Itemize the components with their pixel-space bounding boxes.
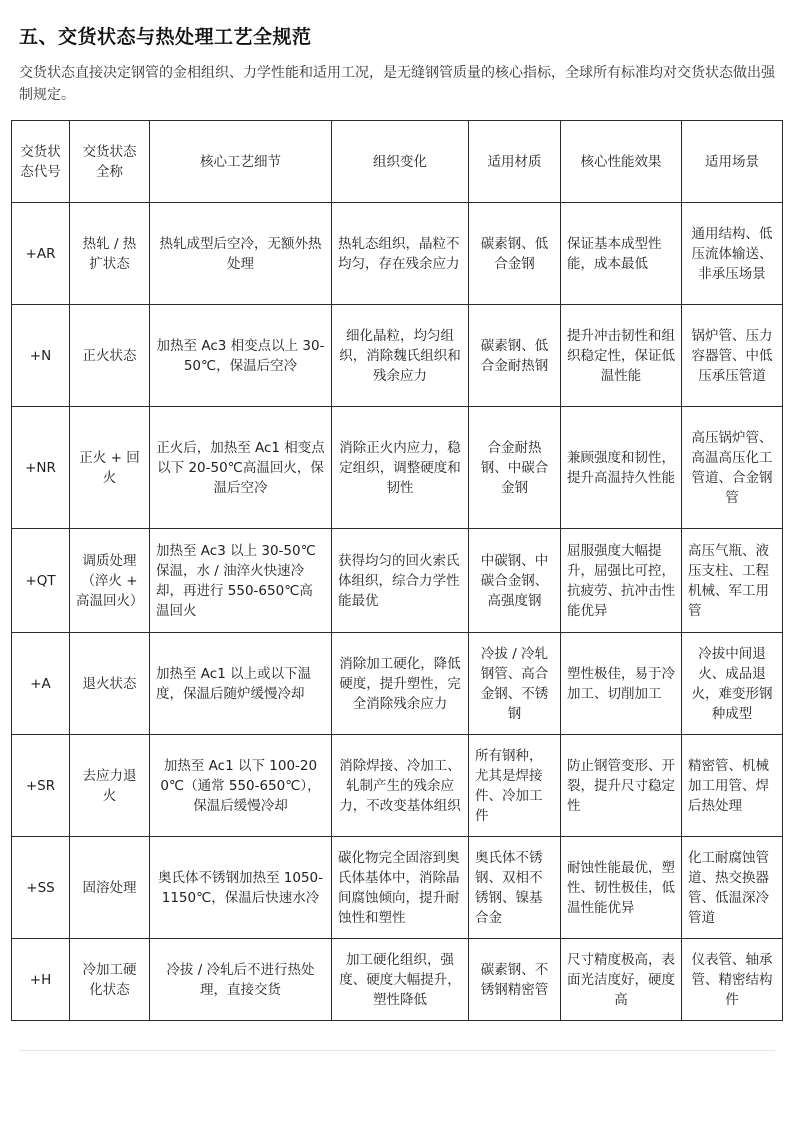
- cell-state-name: 冷加工硬化状态: [70, 939, 150, 1021]
- cell-process-detail: 冷拔 / 冷轧后不进行热处理，直接交货: [150, 939, 332, 1021]
- cell-process-detail: 奥氏体不锈钢加热至 1050-1150℃，保温后快速水冷: [150, 837, 332, 939]
- header-process-detail: 核心工艺细节: [150, 121, 332, 203]
- cell-state-code: +H: [12, 939, 70, 1021]
- cell-structure-change: 热轧态组织，晶粒不均匀，存在残余应力: [332, 203, 469, 305]
- cell-state-name: 固溶处理: [70, 837, 150, 939]
- header-structure-change: 组织变化: [332, 121, 469, 203]
- cell-applications: 高压气瓶、液压支柱、工程机械、军工用管: [682, 529, 783, 633]
- cell-materials: 冷拔 / 冷轧钢管、高合金钢、不锈钢: [469, 633, 561, 735]
- header-applications: 适用场景: [682, 121, 783, 203]
- cell-state-name: 去应力退火: [70, 735, 150, 837]
- cell-materials: 中碳钢、中碳合金钢、高强度钢: [469, 529, 561, 633]
- header-materials: 适用材质: [469, 121, 561, 203]
- cell-performance: 兼顾强度和韧性，提升高温持久性能: [561, 407, 682, 529]
- cell-state-name: 正火 + 回火: [70, 407, 150, 529]
- cell-process-detail: 正火后，加热至 Ac1 相变点以下 20-50℃高温回火，保温后空冷: [150, 407, 332, 529]
- cell-materials: 碳素钢、低合金钢: [469, 203, 561, 305]
- cell-structure-change: 碳化物完全固溶到奥氏体基体中，消除晶间腐蚀倾向，提升耐蚀性和塑性: [332, 837, 469, 939]
- intro-paragraph: 交货状态直接决定钢管的金相组织、力学性能和适用工况，是无缝钢管质量的核心指标，全球所有标准均对交货状态做出强制规定。: [19, 65, 775, 103]
- cell-structure-change: 消除加工硬化，降低硬度，提升塑性，完全消除残余应力: [332, 633, 469, 735]
- cell-process-detail: 加热至 Ac3 相变点以上 30-50℃，保温后空冷: [150, 305, 332, 407]
- cell-process-detail: 加热至 Ac3 以上 30-50℃保温，水 / 油淬火快速冷却，再进行 550-650℃高温回火: [150, 529, 332, 633]
- cell-performance: 尺寸精度极高，表面光洁度好，硬度高: [561, 939, 682, 1021]
- cell-performance: 保证基本成型性能，成本最低: [561, 203, 682, 305]
- cell-performance: 屈服强度大幅提升，屈强比可控，抗疲劳、抗冲击性能优异: [561, 529, 682, 633]
- cell-state-code: +N: [12, 305, 70, 407]
- cell-materials: 碳素钢、不锈钢精密管: [469, 939, 561, 1021]
- cell-applications: 精密管、机械加工用管、焊后热处理: [682, 735, 783, 837]
- cell-state-name: 退火状态: [70, 633, 150, 735]
- cell-performance: 耐蚀性能最优，塑性、韧性极佳，低温性能优异: [561, 837, 682, 939]
- cell-state-code: +AR: [12, 203, 70, 305]
- table-row: [12, 529, 783, 633]
- table-row: [12, 407, 783, 529]
- table-row: [12, 939, 783, 1021]
- cell-materials: 奥氏体不锈钢、双相不锈钢、镍基合金: [469, 837, 561, 939]
- cell-process-detail: 热轧成型后空冷，无额外热处理: [150, 203, 332, 305]
- header-performance: 核心性能效果: [561, 121, 682, 203]
- table-row: [12, 633, 783, 735]
- cell-applications: 锅炉管、压力容器管、中低压承压管道: [682, 305, 783, 407]
- cell-materials: 合金耐热钢、中碳合金钢: [469, 407, 561, 529]
- footer-divider: [19, 1050, 775, 1051]
- cell-structure-change: 消除正火内应力，稳定组织，调整硬度和韧性: [332, 407, 469, 529]
- cell-performance: 塑性极佳，易于冷加工、切削加工: [561, 633, 682, 735]
- cell-state-code: +SS: [12, 837, 70, 939]
- table-header-row: [12, 121, 783, 203]
- table-row: [12, 305, 783, 407]
- cell-state-name: 调质处理（淬火 + 高温回火）: [70, 529, 150, 633]
- header-state-name: 交货状态全称: [70, 121, 150, 203]
- cell-materials: 碳素钢、低合金耐热钢: [469, 305, 561, 407]
- cell-state-code: +NR: [12, 407, 70, 529]
- cell-applications: 冷拔中间退火、成品退火，难变形钢种成型: [682, 633, 783, 735]
- cell-process-detail: 加热至 Ac1 以上或以下温度，保温后随炉缓慢冷却: [150, 633, 332, 735]
- cell-structure-change: 加工硬化组织，强度、硬度大幅提升，塑性降低: [332, 939, 469, 1021]
- cell-structure-change: 获得均匀的回火索氏体组织，综合力学性能最优: [332, 529, 469, 633]
- delivery-state-table: [11, 120, 783, 1021]
- header-state-code: 交货状态代号: [12, 121, 70, 203]
- cell-applications: 化工耐腐蚀管道、热交换器管、低温深冷管道: [682, 837, 783, 939]
- cell-process-detail: 加热至 Ac1 以下 100-200℃（通常 550-650℃），保温后缓慢冷却: [150, 735, 332, 837]
- cell-performance: 防止钢管变形、开裂，提升尺寸稳定性: [561, 735, 682, 837]
- table-row: [12, 735, 783, 837]
- cell-performance: 提升冲击韧性和组织稳定性，保证低温性能: [561, 305, 682, 407]
- cell-materials: 所有钢种，尤其是焊接件、冷加工件: [469, 735, 561, 837]
- section-title: 五、交货状态与热处理工艺全规范: [19, 26, 312, 48]
- cell-state-code: +SR: [12, 735, 70, 837]
- cell-structure-change: 消除焊接、冷加工、轧制产生的残余应力，不改变基体组织: [332, 735, 469, 837]
- table-row: [12, 837, 783, 939]
- cell-applications: 通用结构、低压流体输送、非承压场景: [682, 203, 783, 305]
- cell-applications: 高压锅炉管、高温高压化工管道、合金钢管: [682, 407, 783, 529]
- table-row: [12, 203, 783, 305]
- cell-state-name: 正火状态: [70, 305, 150, 407]
- cell-state-code: +QT: [12, 529, 70, 633]
- cell-structure-change: 细化晶粒，均匀组织，消除魏氏组织和残余应力: [332, 305, 469, 407]
- cell-state-code: +A: [12, 633, 70, 735]
- cell-applications: 仪表管、轴承管、精密结构件: [682, 939, 783, 1021]
- cell-state-name: 热轧 / 热扩状态: [70, 203, 150, 305]
